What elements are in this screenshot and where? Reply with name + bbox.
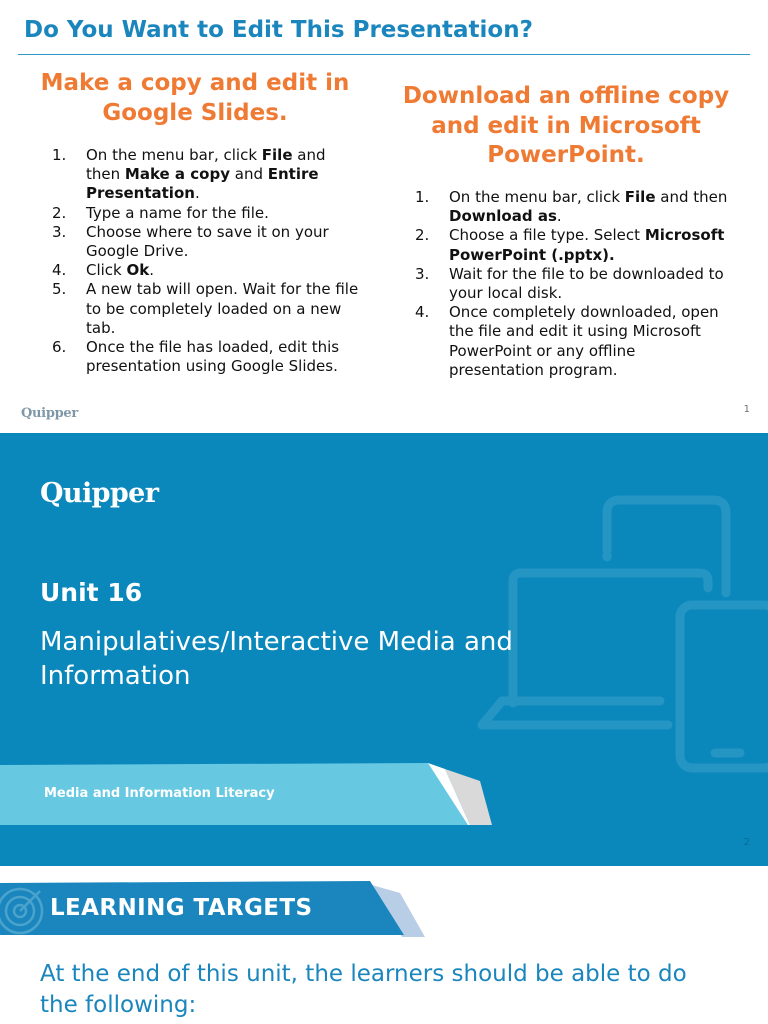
title-divider bbox=[18, 54, 750, 55]
page-number: 2 bbox=[743, 837, 750, 848]
unit-title: Manipulatives/Interactive Media and Information bbox=[40, 627, 513, 691]
list-item-number: 6. bbox=[52, 338, 67, 357]
learning-targets-intro: At the end of this unit, the learners should be able to do the following: bbox=[40, 961, 687, 1018]
bold-text: Ok bbox=[126, 261, 150, 280]
list-item-number: 3. bbox=[52, 222, 67, 241]
phone-icon bbox=[680, 605, 768, 768]
list-item-text: . bbox=[556, 207, 562, 226]
list-item-text: and bbox=[229, 165, 268, 184]
list-item-number: 1. bbox=[52, 146, 67, 164]
list-item-number: 2. bbox=[415, 226, 430, 245]
bold-text: Microsoft PowerPoint (.pptx). bbox=[449, 226, 725, 264]
slide-2 bbox=[0, 433, 768, 866]
google-slides-steps bbox=[52, 146, 362, 376]
list-item-text: On the menu bar, click bbox=[86, 146, 262, 164]
slide-1 bbox=[0, 0, 768, 432]
list-item bbox=[52, 204, 362, 223]
list-item bbox=[52, 223, 362, 261]
list-item bbox=[415, 188, 735, 226]
powerpoint-steps bbox=[415, 188, 735, 380]
learning-targets-title: LEARNING TARGETS bbox=[50, 895, 313, 921]
list-item-number: 2. bbox=[52, 203, 67, 222]
list-item bbox=[52, 338, 362, 376]
list-item-text: On the menu bar, click bbox=[449, 188, 625, 206]
bold-text: File bbox=[624, 188, 656, 206]
slide-3 bbox=[0, 867, 768, 1024]
list-item bbox=[415, 265, 735, 303]
list-item-text: Click bbox=[86, 261, 127, 280]
google-slides-heading: Make a copy and edit in Google Slides. bbox=[40, 70, 350, 126]
list-item bbox=[415, 226, 735, 264]
list-item-text: Once completely downloaded, open the file and edit it using Microsoft PowerPoint or any offline presentation program. bbox=[449, 303, 719, 379]
list-item-number: 5. bbox=[52, 280, 67, 299]
list-item-text: . bbox=[194, 184, 200, 203]
list-item-text: and then bbox=[86, 146, 326, 184]
list-item-text: Choose a file type. Select bbox=[449, 226, 645, 245]
list-item-text: Wait for the file to be downloaded to your local disk. bbox=[449, 264, 724, 303]
list-item-text: A new tab will open. Wait for the file to be completely loaded on a new tab. bbox=[86, 280, 359, 337]
bold-text: Download as bbox=[449, 207, 557, 226]
list-item-text: . bbox=[149, 261, 155, 280]
list-item-text: and then bbox=[655, 188, 728, 206]
bold-text: File bbox=[261, 146, 293, 164]
list-item bbox=[52, 146, 362, 204]
list-item-number: 1. bbox=[415, 188, 430, 206]
list-item-text: Once the file has loaded, edit this presentation using Google Slides. bbox=[86, 338, 340, 376]
list-item bbox=[415, 303, 735, 380]
list-item-text: Choose where to save it on your Google Drive. bbox=[86, 222, 329, 261]
page-number: 1 bbox=[743, 404, 750, 415]
quipper-logo-small: Quipper bbox=[21, 406, 78, 421]
powerpoint-heading: Download an offline copy and edit in Microsoft PowerPoint. bbox=[402, 83, 730, 168]
list-item bbox=[52, 280, 362, 338]
quipper-logo: Quipper bbox=[40, 478, 159, 509]
list-item-number: 4. bbox=[415, 303, 430, 322]
list-item-number: 3. bbox=[415, 264, 430, 283]
bold-text: Entire Presentation bbox=[86, 165, 319, 203]
list-item-text: Type a name for the file. bbox=[86, 203, 269, 222]
list-item bbox=[52, 261, 362, 280]
slide-1-title: Do You Want to Edit This Presentation? bbox=[24, 17, 533, 43]
list-item-number: 4. bbox=[52, 261, 67, 280]
bold-text: Make a copy bbox=[124, 165, 230, 184]
subject-label: Media and Information Literacy bbox=[44, 786, 275, 801]
unit-number: Unit 16 bbox=[40, 578, 143, 607]
